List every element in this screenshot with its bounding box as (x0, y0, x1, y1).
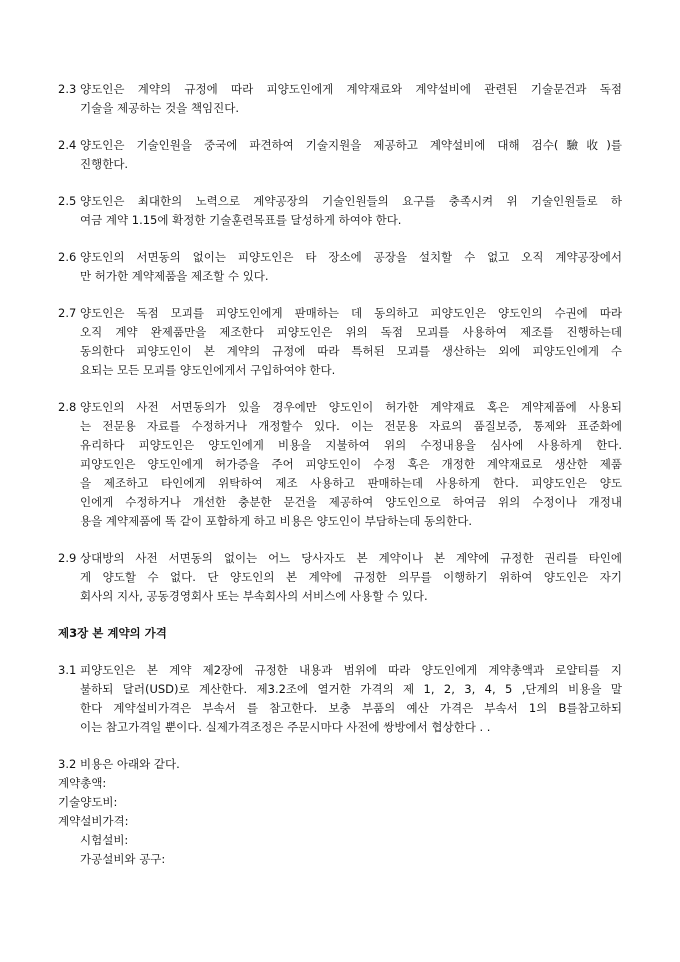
text-line: 을 제조하고 타인에게 위탁하여 제조 사용하고 판매하는데 사용하게 한다. 피양도인은 양도 (80, 476, 622, 490)
chapter-2-sections (58, 80, 622, 606)
text-line: 한다 계약설비가격은 부속서 를 참고한다. 보충 부품의 예산 가격은 부속서 1의 B를참고하되 (80, 701, 622, 715)
document-page (58, 80, 622, 869)
section-number: 2.3 (58, 82, 77, 96)
section-3-2 (58, 755, 622, 869)
cost-item: 계약설비가격: (58, 814, 129, 828)
text-line: 양도인의 서면동의 없이는 피양도인은 타 장소에 공장을 설치할 수 없고 오직 계약공장에서 (80, 250, 622, 264)
section-body (80, 136, 622, 174)
section-number: 2.7 (58, 306, 77, 320)
section-body (80, 80, 622, 118)
text-line: 상대방의 사전 서면동의 없이는 어느 당사자도 본 계약이나 본 계약에 규정한 권리를 타인에 (80, 551, 622, 565)
section-body (80, 549, 622, 606)
section-3-1 (58, 661, 622, 737)
section-2-9 (58, 549, 622, 606)
section-2-8 (58, 398, 622, 531)
text-line: 만 허가한 계약제품을 제조할 수 있다. (80, 269, 269, 283)
text-line: 기술을 제공하는 것을 책임진다. (80, 101, 240, 115)
section-number: 3.1 (58, 663, 77, 677)
text-line: 유리하다 피양도인은 양도인에게 비용을 지불하여 위의 수정내용을 심사에 사용하게 한다. (80, 438, 622, 452)
text-line: 양도인은 기술인원을 중국에 파견하여 기술지원을 제공하고 계약설비에 대해 검수(驗收)를 (80, 138, 622, 152)
section-number: 2.8 (58, 400, 77, 414)
section-2-5 (58, 192, 622, 230)
section-number: 2.9 (58, 551, 77, 565)
text-line: 게 양도할 수 없다. 단 양도인의 본 계약에 규정한 의무를 이행하기 위하여 양도인은 자기 (80, 570, 622, 584)
section-body (80, 192, 622, 230)
section-3-2-title: 3.2 비용은 아래와 같다. (58, 757, 180, 771)
cost-item: 기술양도비: (58, 795, 118, 809)
chapter-heading: 제3장 본 계약의 가격 (58, 626, 167, 640)
text-line: 양도인은 계약의 규정에 따라 피양도인에게 계약재료와 계약설비에 관련된 기술문건과 독점 (80, 82, 622, 96)
section-number: 2.5 (58, 194, 77, 208)
text-line: 용을 계약제품에 똑 같이 포함하게 하고 비용은 양도인이 부담하는데 동의한다. (80, 514, 473, 528)
cost-item: 계약총액: (58, 776, 107, 790)
section-number: 2.6 (58, 250, 77, 264)
section-body (80, 661, 622, 737)
section-number: 2.4 (58, 138, 77, 152)
section-2-7 (58, 304, 622, 380)
text-line: 오직 계약 완제품만을 제조한다 피양도인은 위의 독점 모괴를 사용하여 제조를 진행하는데 (80, 325, 622, 339)
text-line: 양도인은 독점 모괴를 피양도인에게 판매하는 데 동의하고 피양도인은 양도인의 수권에 따라 (80, 306, 622, 320)
text-line: 동의한다 피양도인이 본 계약의 규정에 따라 특허된 모괴를 생산하는 외에 피양도인에게 수 (80, 344, 622, 358)
text-line: 진행한다. (80, 157, 129, 171)
text-line: 이는 참고가격일 뿐이다. 실제가격조정은 주문시마다 사전에 쌍방에서 협상한다 . . (80, 720, 491, 734)
text-line: 불하되 달러(USD)로 계산한다. 제3.2조에 열거한 가격의 제 1, 2, 3, 4, 5 ,단계의 비용을 말 (80, 682, 622, 696)
section-body (80, 248, 622, 286)
section-body (80, 304, 622, 380)
text-line: 인에게 수정하거나 개선한 충분한 문건을 제공하여 양도인으로 하여금 위의 수정이나 개정내 (80, 495, 622, 509)
text-line: 여금 계약 1.15에 확정한 기술훈련목표를 달성하게 하여야 한다. (80, 213, 402, 227)
cost-sub-item: 시험설비: (80, 833, 129, 847)
section-3-1 (58, 661, 622, 737)
text-line: 피양도인은 양도인에게 허가증을 주어 피양도인이 수정 혹은 개정한 계약재료로 생산한 제품 (80, 457, 622, 471)
text-line: 는 전문용 자료를 수정하거나 개정할수 있다. 이는 전문용 자료의 품질보증, 통제와 표준화에 (80, 419, 622, 433)
text-line: 요되는 모든 모괴를 양도인에게서 구입하여야 한다. (80, 363, 336, 377)
section-body (80, 398, 622, 531)
section-2-3 (58, 80, 622, 118)
text-line: 회사의 지사, 공동경영회사 또는 부속회사의 서비스에 사용할 수 있다. (80, 589, 428, 603)
text-line: 피양도인은 본 계약 제2장에 규정한 내용과 범위에 따라 양도인에게 계약총액과 로얄티를 지 (80, 663, 622, 677)
section-2-4 (58, 136, 622, 174)
cost-sub-item: 가공설비와 공구: (80, 852, 166, 866)
section-2-6 (58, 248, 622, 286)
text-line: 양도인의 사전 서면동의가 있을 경우에만 양도인이 허가한 계약재료 혹은 계약제품에 사용되 (80, 400, 622, 414)
text-line: 양도인은 최대한의 노력으로 계약공장의 기술인원들의 요구를 충족시켜 위 기술인원들로 하 (80, 194, 622, 208)
